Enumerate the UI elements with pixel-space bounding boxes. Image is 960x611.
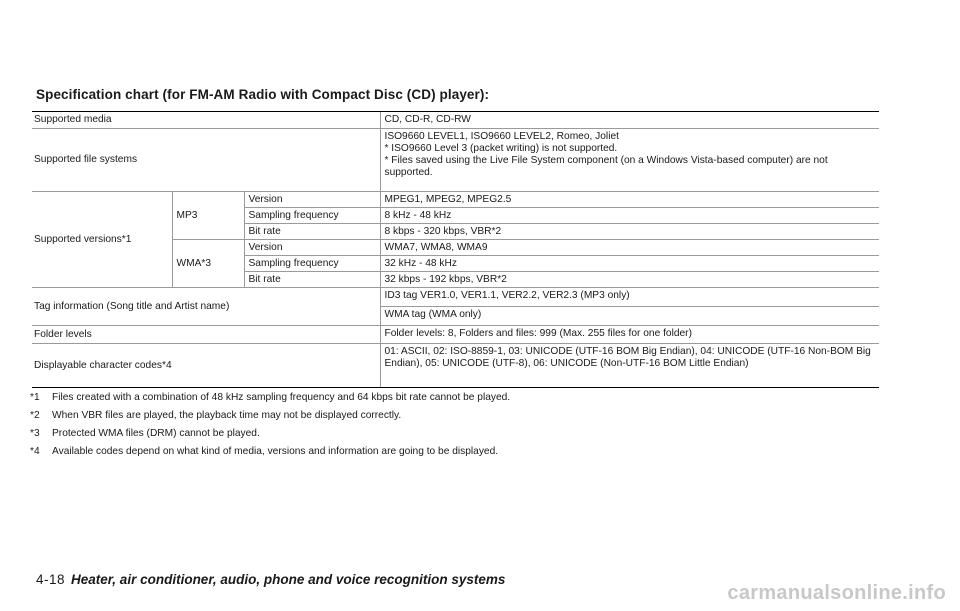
- row-label: Supported file systems: [32, 129, 380, 192]
- row-value: 8 kHz - 48 kHz: [380, 208, 879, 224]
- footnote-text: Files created with a combination of 48 kHz sampling frequency and 64 kbps bit rate cannot be played.: [52, 392, 511, 403]
- footnote-mark: *2: [30, 410, 40, 421]
- footnote-mark: *4: [30, 446, 40, 457]
- table-row: [32, 192, 879, 208]
- table-row: [32, 112, 879, 129]
- sub-label: Bit rate: [244, 272, 380, 288]
- row-label: Supported versions*1: [32, 192, 172, 288]
- table-row: [32, 344, 879, 388]
- footnote-mark: *3: [30, 428, 40, 439]
- footnote: [30, 428, 260, 440]
- format-label: WMA*3: [172, 240, 244, 288]
- row-value: ID3 tag VER1.0, VER1.1, VER2.2, VER2.3 (MP3 only): [380, 288, 879, 307]
- row-value: MPEG1, MPEG2, MPEG2.5: [380, 192, 879, 208]
- row-value: ISO9660 LEVEL1, ISO9660 LEVEL2, Romeo, Joliet * ISO9660 Level 3 (packet writing) is not supported. * Files saved using the Live File System component (on a Windows Vista-based computer) are not supported.: [380, 129, 879, 192]
- sub-label: Version: [244, 192, 380, 208]
- row-value: CD, CD-R, CD-RW: [380, 112, 879, 129]
- row-label: Displayable character codes*4: [32, 344, 380, 388]
- sub-label: Sampling frequency: [244, 208, 380, 224]
- page-footer: [36, 572, 505, 587]
- sub-label: Sampling frequency: [244, 256, 380, 272]
- footnote-text: When VBR files are played, the playback time may not be displayed correctly.: [52, 410, 402, 421]
- sub-label: Bit rate: [244, 224, 380, 240]
- sub-label: Version: [244, 240, 380, 256]
- row-label: Folder levels: [32, 326, 380, 344]
- row-value: WMA tag (WMA only): [380, 307, 879, 326]
- row-label: Tag information (Song title and Artist name): [32, 288, 380, 326]
- page-number: 4-18: [36, 572, 66, 587]
- footnote-text: Protected WMA files (DRM) cannot be played.: [52, 428, 260, 439]
- table-row: [32, 129, 879, 192]
- row-value: 32 kHz - 48 kHz: [380, 256, 879, 272]
- format-label: MP3: [172, 192, 244, 240]
- row-label: Supported media: [32, 112, 380, 129]
- page-heading: Specification chart (for FM-AM Radio with Compact Disc (CD) player):: [36, 87, 490, 102]
- table-row: [32, 326, 879, 344]
- row-value: WMA7, WMA8, WMA9: [380, 240, 879, 256]
- row-value: 01: ASCII, 02: ISO-8859-1, 03: UNICODE (UTF-16 BOM Big Endian), 04: UNICODE (UTF-16 Non-BOM Big Endian), 05: UNICODE (UTF-8), 06: UNICODE (Non-UTF-16 BOM Little Endian): [380, 344, 879, 388]
- row-value: 8 kbps - 320 kbps, VBR*2: [380, 224, 879, 240]
- footnote: [30, 392, 510, 404]
- row-value: Folder levels: 8, Folders and files: 999 (Max. 255 files for one folder): [380, 326, 879, 344]
- watermark: carmanualsonline.info: [727, 582, 946, 604]
- footnote: [30, 410, 401, 422]
- spec-table: [32, 111, 879, 388]
- row-value: 32 kbps - 192 kbps, VBR*2: [380, 272, 879, 288]
- section-title: Heater, air conditioner, audio, phone and voice recognition systems: [71, 572, 506, 587]
- footnote-text: Available codes depend on what kind of media, versions and information are going to be displayed.: [52, 446, 499, 457]
- table-row: [32, 288, 879, 307]
- footnote-mark: *1: [30, 392, 40, 403]
- footnote: [30, 446, 498, 458]
